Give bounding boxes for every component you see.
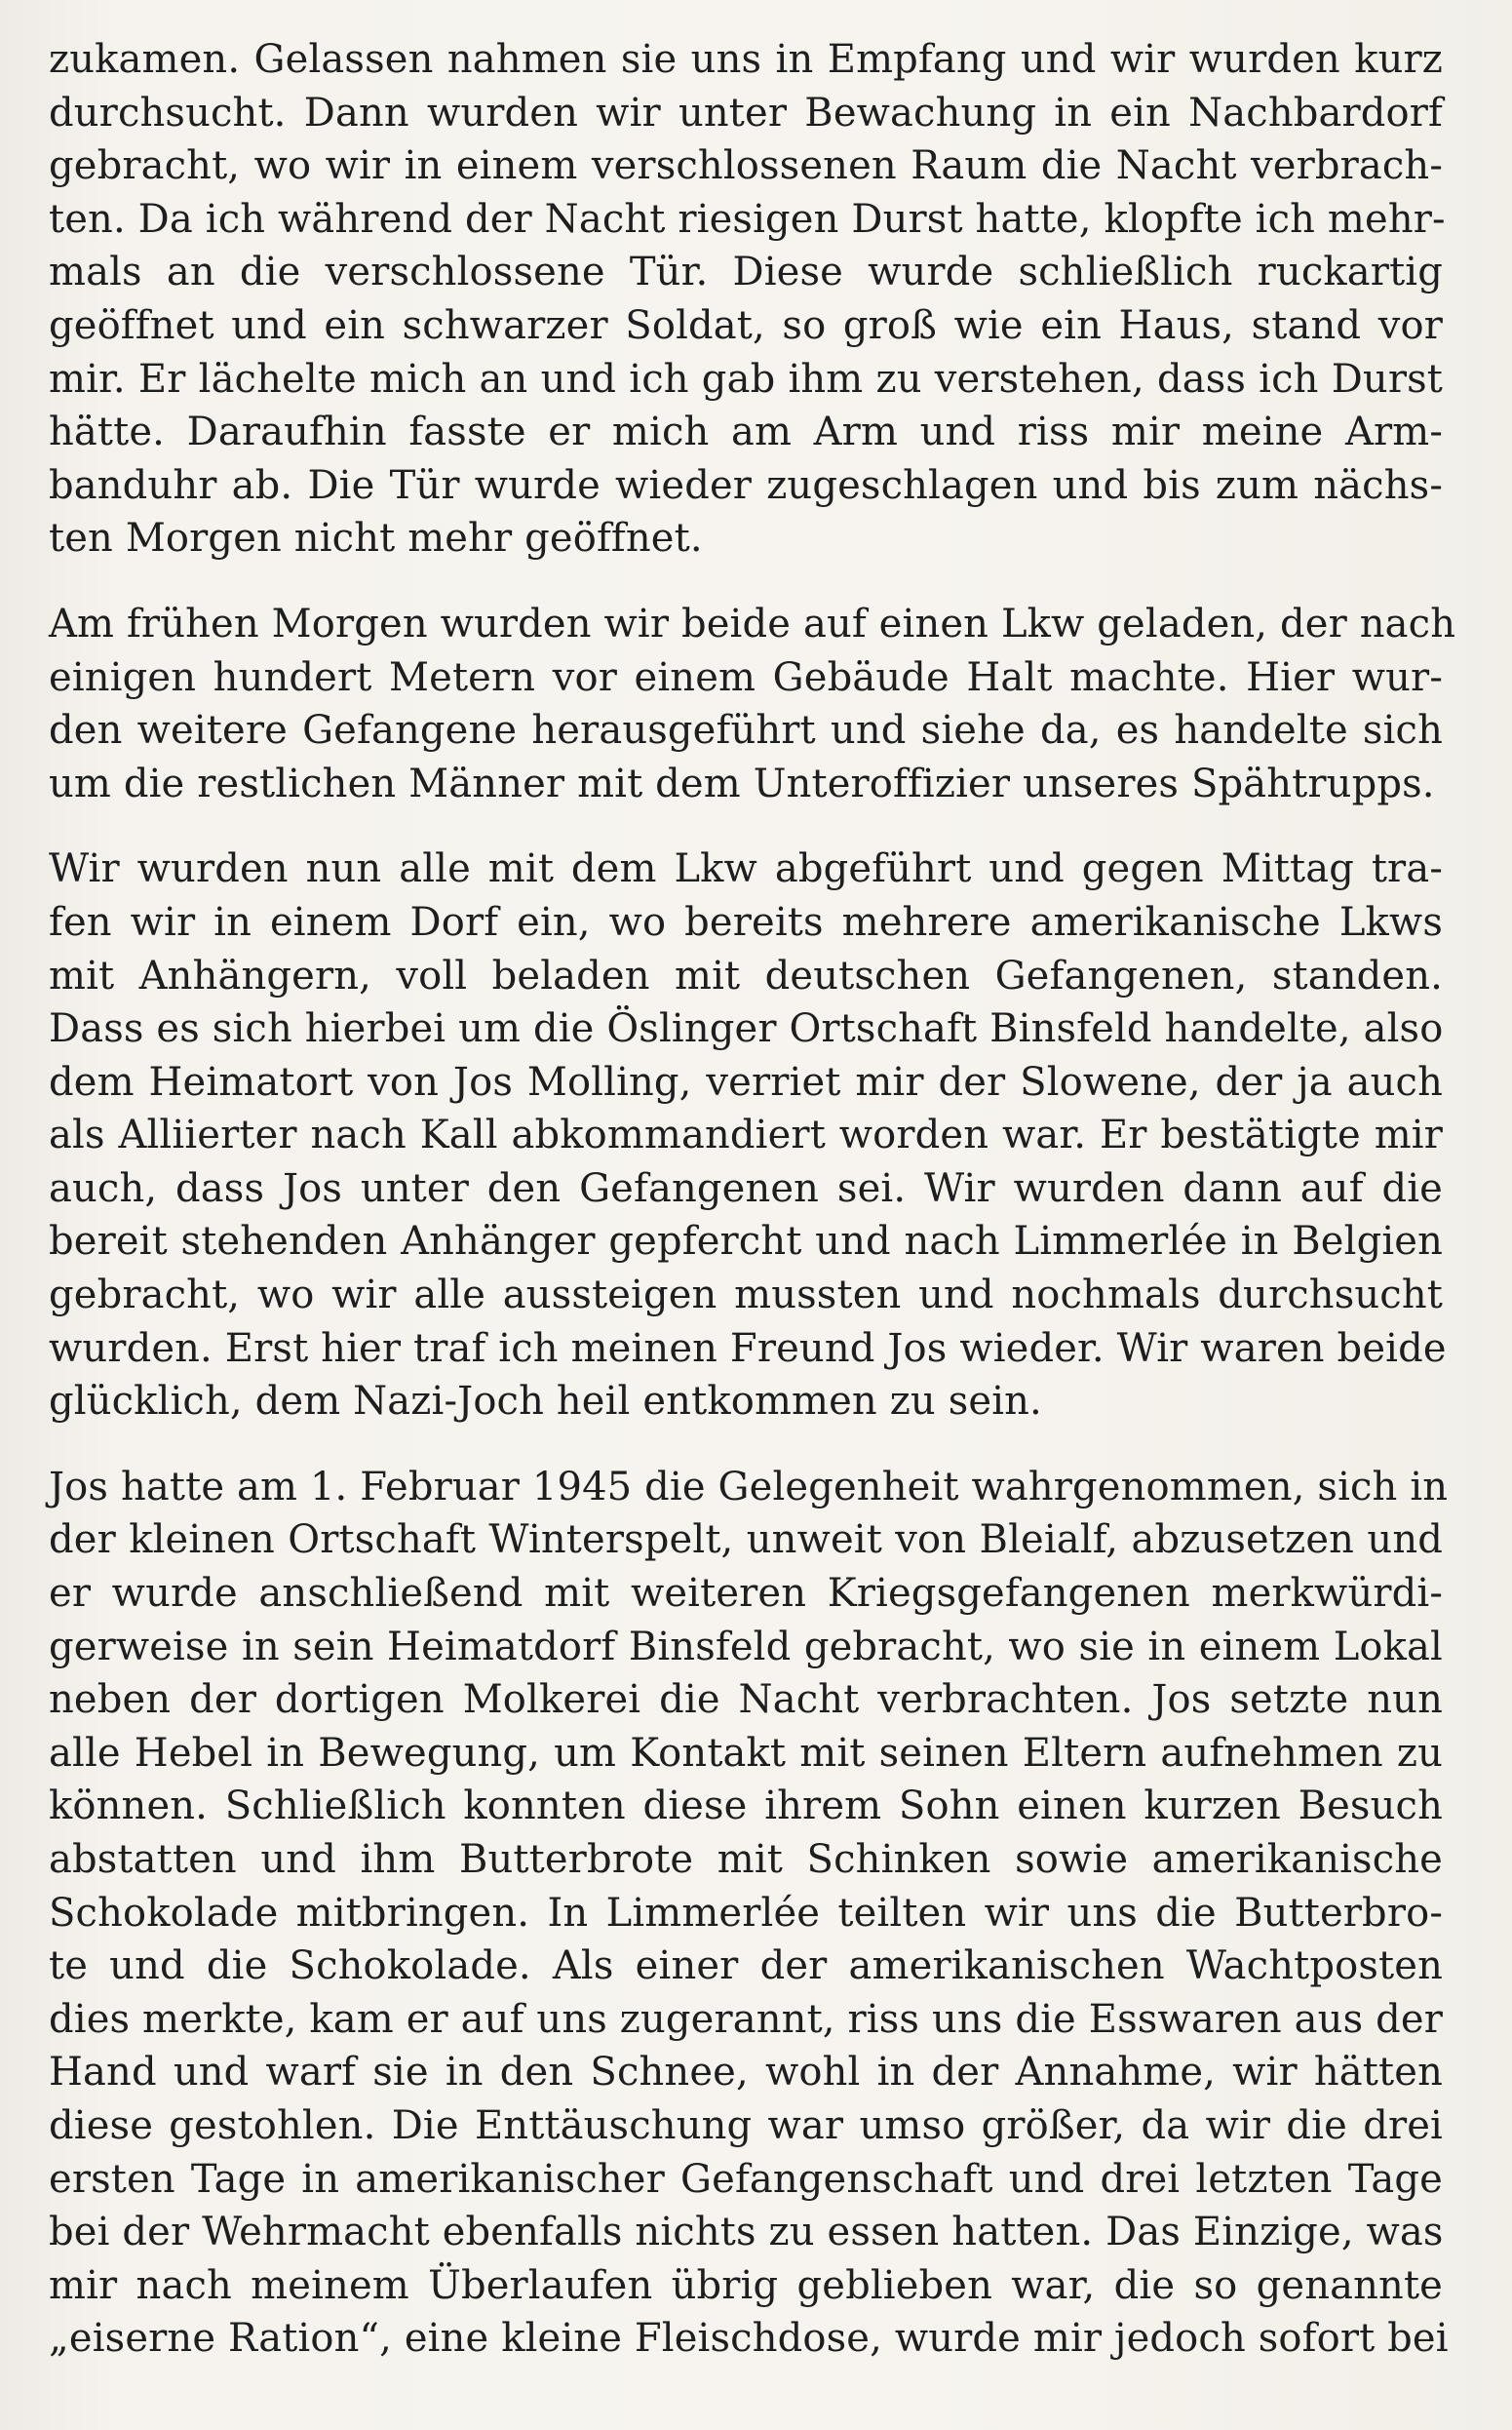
text-line: gebracht, wo wir in einem verschlossenen Raum die Nacht verbrach-: [49, 143, 1443, 189]
text-line: mir. Er lächelte mich an und ich gab ihm zu verstehen, dass ich Durst: [49, 356, 1443, 402]
text-line: banduhr ab. Die Tür wurde wieder zugeschlagen und bis zum nächs-: [49, 462, 1443, 508]
paragraph-1: [49, 33, 1446, 566]
text-line: fen wir in einem Dorf ein, wo bereits mehrere amerikanische Lkws: [49, 899, 1443, 945]
text-line: glücklich, dem Nazi-Joch heil entkommen zu sein.: [49, 1379, 1042, 1425]
text-line: neben der dortigen Molkerei die Nacht verbrachten. Jos setzte nun: [49, 1677, 1443, 1723]
paragraph-3: [49, 843, 1447, 1429]
text-line: abstatten und ihm Butterbrote mit Schinken sowie amerikanische: [49, 1837, 1443, 1882]
text-line: mir nach meinem Überlaufen übrig geblieben war, die so genannte: [49, 2262, 1443, 2308]
text-line: als Alliierter nach Kall abkommandiert worden war. Er bestätigte mir: [49, 1113, 1443, 1158]
paragraph-2: [49, 598, 1456, 810]
text-line: den weitere Gefangene herausgeführt und siehe da, es handelte sich: [49, 708, 1443, 754]
text-line: gebracht, wo wir alle aussteigen mussten und nochmals durchsucht: [49, 1273, 1443, 1318]
text-line: er wurde anschließend mit weiteren Kriegsgefangenen merkwürdi-: [49, 1571, 1443, 1617]
text-line: „eiserne Ration“, eine kleine Fleischdose, wurde mir jedoch sofort bei: [49, 2316, 1449, 2362]
text-line: ten. Da ich während der Nacht riesigen Durst hatte, klopfte ich mehr-: [49, 196, 1446, 242]
text-line: ten Morgen nicht mehr geöffnet.: [49, 516, 703, 562]
text-line: auch, dass Jos unter den Gefangenen sei. Wir wurden dann auf die: [49, 1165, 1443, 1211]
text-line: bei der Wehrmacht ebenfalls nichts zu essen hatten. Das Einzige, was: [49, 2210, 1444, 2255]
text-line: Wir wurden nun alle mit dem Lkw abgeführt und gegen Mittag tra-: [49, 846, 1443, 892]
text-line: Hand und warf sie in den Schnee, wohl in der Annahme, wir hätten: [49, 2050, 1443, 2096]
text-line: gerweise in sein Heimatdorf Binsfeld gebracht, wo sie in einem Lokal: [49, 1624, 1443, 1669]
text-line: einigen hundert Metern vor einem Gebäude Halt machte. Hier wur-: [49, 654, 1443, 700]
text-line: zukamen. Gelassen nahmen sie uns in Empfang und wir wurden kurz: [49, 37, 1443, 82]
text-line: können. Schließlich konnten diese ihrem Sohn einen kurzen Besuch: [49, 1783, 1443, 1829]
text-line: hätte. Daraufhin fasste er mich am Arm und riss mir meine Arm-: [49, 410, 1443, 455]
text-line: bereit stehenden Anhänger gepfercht und nach Limmerlée in Belgien: [49, 1219, 1443, 1265]
text-line: der kleinen Ortschaft Winterspelt, unweit von Bleialf, abzusetzen und: [49, 1517, 1443, 1563]
paragraph-4: [49, 1461, 1449, 2366]
text-line: mals an die verschlossene Tür. Diese wurde schließlich ruckartig: [49, 250, 1443, 295]
text-line: alle Hebel in Bewegung, um Kontakt mit seinen Eltern aufnehmen zu: [49, 1730, 1443, 1776]
text-line: wurden. Erst hier traf ich meinen Freund Jos wieder. Wir waren beide: [49, 1325, 1447, 1371]
text-line: dem Heimatort von Jos Molling, verriet mir der Slowene, der ja auch: [49, 1059, 1443, 1105]
text-line: um die restlichen Männer mit dem Unteroffizier unseres Spähtrupps.: [49, 761, 1435, 806]
text-line: mit Anhängern, voll beladen mit deutschen Gefangenen, standen.: [49, 953, 1443, 999]
text-line: Schokolade mitbringen. In Limmerlée teilten wir uns die Butterbro-: [49, 1890, 1443, 1936]
text-line: Jos hatte am 1. Februar 1945 die Gelegenheit wahrgenommen, sich in: [49, 1464, 1449, 1509]
text-line: Am frühen Morgen wurden wir beide auf einen Lkw geladen, der nach: [49, 601, 1456, 647]
text-line: Dass es sich hierbei um die Öslinger Ortschaft Binsfeld handelte, also: [49, 1006, 1444, 1052]
text-line: geöffnet und ein schwarzer Soldat, so groß wie ein Haus, stand vor: [49, 302, 1443, 348]
text-line: durchsucht. Dann wurden wir unter Bewachung in ein Nachbardorf: [49, 90, 1443, 136]
body-text: [49, 33, 1456, 2366]
text-line: te und die Schokolade. Als einer der amerikanischen Wachtposten: [49, 1943, 1443, 1989]
text-line: dies merkte, kam er auf uns zugerannt, riss uns die Esswaren aus der: [49, 1996, 1443, 2042]
text-line: diese gestohlen. Die Enttäuschung war umso größer, da wir die drei: [49, 2102, 1443, 2148]
text-line: ersten Tage in amerikanischer Gefangenschaft und drei letzten Tage: [49, 2156, 1443, 2202]
